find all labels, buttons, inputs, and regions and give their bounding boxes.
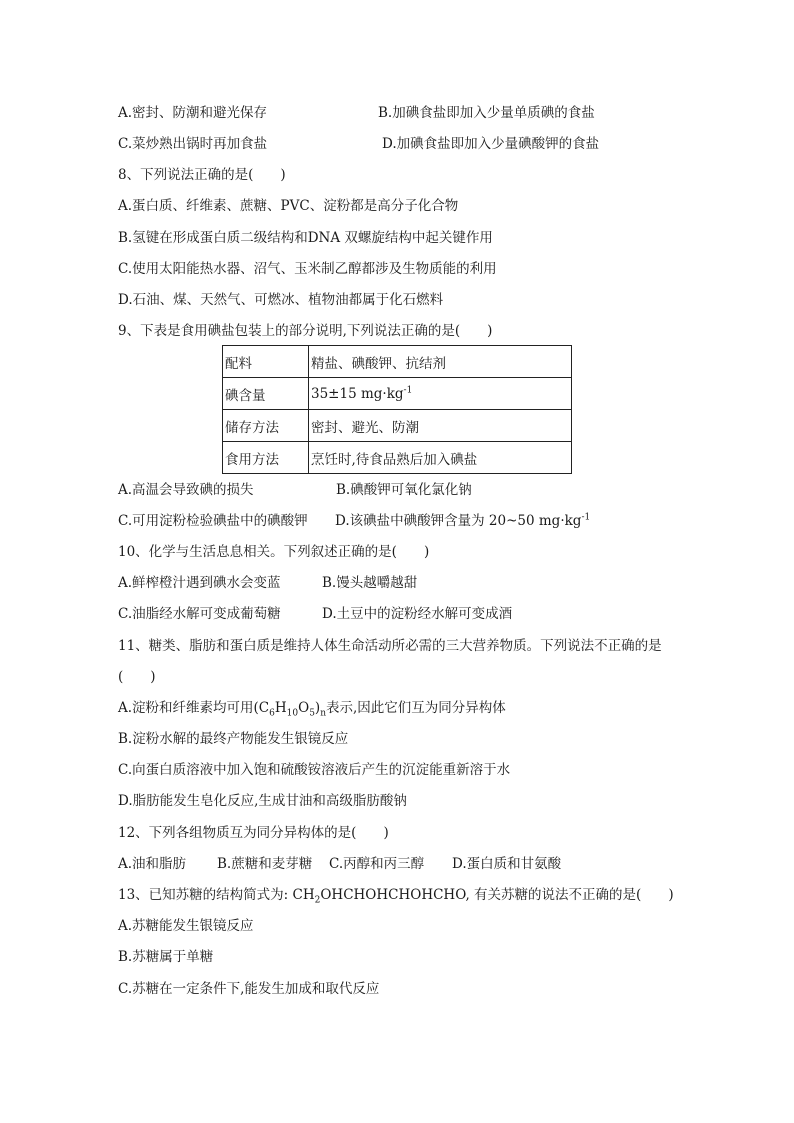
q11-option-a-end: 表示,因此它们互为同分异构体 xyxy=(326,700,506,716)
q13-option-b: B.苏糖属于单糖 xyxy=(118,949,214,965)
table-key: 储存方法 xyxy=(223,410,309,442)
q10-option-b: B.馒头越嚼越甜 xyxy=(322,575,418,591)
q11-option-d: D.脂肪能发生皂化反应,生成甘油和高级脂肪酸钠 xyxy=(118,793,407,809)
table-value: 烹饪时,待食品熟后加入碘盐 xyxy=(309,442,572,474)
q12-option-b: B.蔗糖和麦芽糖 xyxy=(217,856,313,872)
table-row xyxy=(223,378,572,410)
subscript: n xyxy=(320,708,326,719)
table-row xyxy=(223,442,572,474)
q11-option-c: C.向蛋白质溶液中加入饱和硫酸铵溶液后产生的沉淀能重新溶于水 xyxy=(118,762,511,778)
q13-option-a: A.苏糖能发生银镜反应 xyxy=(118,918,254,934)
q13-stem xyxy=(118,885,674,905)
q13-stem-start: 13、已知苏糖的结构简式为: CH xyxy=(118,887,315,903)
q11-stem: 11、糖类、脂肪和蛋白质是维持人体生命活动所必需的三大营养物质。下列说法不正确的是 xyxy=(118,638,662,654)
table-row xyxy=(223,346,572,378)
q10-option-d: D.土豆中的淀粉经水解可变成酒 xyxy=(322,606,513,622)
subscript: 6 xyxy=(269,708,275,719)
q11-option-a-start: A.淀粉和纤维素均可用(C xyxy=(118,700,270,716)
table-value: 精盐、碘酸钾、抗结剂 xyxy=(309,346,572,378)
q9-option-d-text: D.该碘盐中碘酸钾含量为 20~50 mg·kg xyxy=(335,513,582,529)
table-key: 配料 xyxy=(223,346,309,378)
q8-option-d: D.石油、煤、天然气、可燃冰、植物油都属于化石燃料 xyxy=(118,292,444,308)
table-row xyxy=(223,410,572,442)
q9-option-a: A.高温会导致碘的损失 xyxy=(118,482,254,498)
q12-option-d: D.蛋白质和甘氨酸 xyxy=(452,856,562,872)
superscript: -1 xyxy=(581,512,591,523)
subscript: 2 xyxy=(314,895,321,906)
table-key: 食用方法 xyxy=(223,442,309,474)
q12-option-a: A.油和脂肪 xyxy=(118,856,187,872)
q7-option-a: A.密封、防潮和避光保存 xyxy=(118,105,268,121)
q12-option-c: C.丙醇和丙三醇 xyxy=(329,856,425,872)
table-key: 碘含量 xyxy=(223,378,309,410)
q12-stem: 12、下列各组物质互为同分异构体的是( ) xyxy=(118,825,389,841)
q11-option-b: B.淀粉水解的最终产物能发生银镜反应 xyxy=(118,731,349,747)
q7-option-d: D.加碘食盐即加入少量碘酸钾的食盐 xyxy=(382,136,600,152)
q9-option-c: C.可用淀粉检验碘盐中的碘酸钾 xyxy=(118,513,308,529)
q9-option-b: B.碘酸钾可氧化氯化钠 xyxy=(336,482,472,498)
iodine-content-value: 35±15 mg·kg xyxy=(311,385,404,402)
table-value: 密封、避光、防潮 xyxy=(309,410,572,442)
q8-option-a: A.蛋白质、纤维素、蔗糖、PVC、淀粉都是高分子化合物 xyxy=(118,198,459,214)
q8-option-b: B.氢键在形成蛋白质二级结构和DNA 双螺旋结构中起关键作用 xyxy=(118,230,493,246)
q9-stem: 9、下表是食用碘盐包装上的部分说明,下列说法正确的是( ) xyxy=(118,323,493,339)
subscript: 10 xyxy=(286,708,299,719)
superscript: -1 xyxy=(403,385,413,395)
subscript: 5 xyxy=(309,708,315,719)
q7-option-b: B.加碘食盐即加入少量单质碘的食盐 xyxy=(378,105,595,121)
iodized-salt-label-table xyxy=(222,345,572,474)
q8-option-c: C.使用太阳能热水器、沼气、玉米制乙醇都涉及生物质能的利用 xyxy=(118,261,497,277)
q13-stem-end: OHCHOHCHOHCHO, 有关苏糖的说法不正确的是( ) xyxy=(320,887,674,903)
q11-option-a: A.淀粉和纤维素均可用$(C_6H_{10}O_5)_n$表示,因此它们互为同分异构体 xyxy=(118,700,506,719)
table-value xyxy=(309,378,572,410)
q11-stem-bracket: ( ) xyxy=(118,669,156,685)
q7-option-c: C.菜炒熟出锅时再加食盐 xyxy=(118,136,268,152)
q8-stem: 8、下列说法正确的是( ) xyxy=(118,167,286,183)
q10-option-a: A.鲜榨橙汁遇到碘水会变蓝 xyxy=(118,575,281,591)
q10-option-c: C.油脂经水解可变成葡萄糖 xyxy=(118,606,281,622)
q9-option-d xyxy=(335,511,590,531)
q10-stem: 10、化学与生活息息相关。下列叙述正确的是( ) xyxy=(118,544,430,560)
q13-option-c: C.苏糖在一定条件下,能发生加成和取代反应 xyxy=(118,981,380,997)
